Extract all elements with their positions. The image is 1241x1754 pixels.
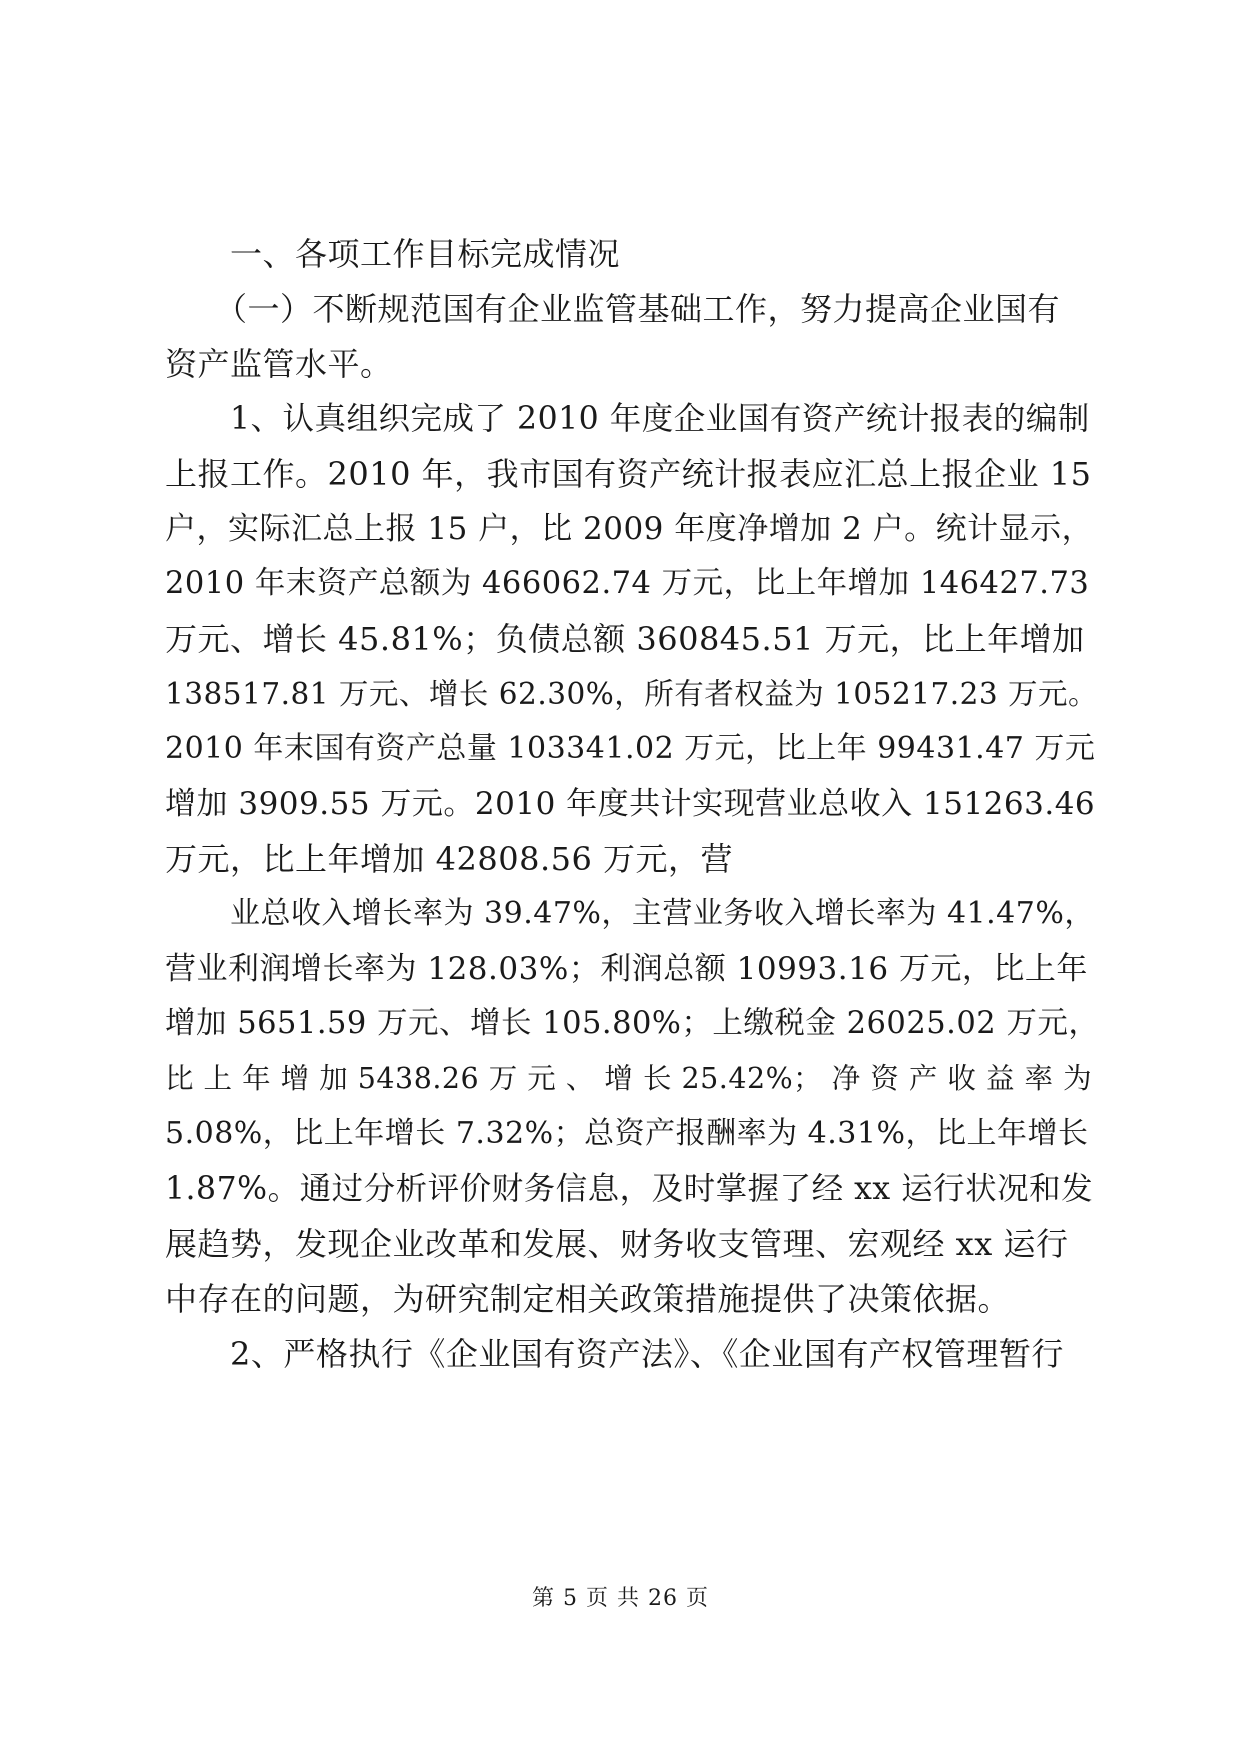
paragraph-2-line-7: 展趋势，发现企业改革和发展、财务收支管理、宏观经 xx 运行	[165, 1225, 1069, 1263]
paragraph-2-line-6: 1.87%。通过分析评价财务信息，及时掌握了经 xx 运行状况和发	[165, 1171, 1094, 1207]
paragraph-2-line-3: 增加 5651.59 万元、增长 105.80%；上缴税金 26025.02 万元，	[165, 1006, 1100, 1041]
paragraph-2-line-8: 中存在的问题，为研究制定相关政策措施提供了决策依据。	[165, 1280, 1011, 1318]
paragraph-2-line-4: 比 上 年 增 加 5438.26 万 元 、 增 长 25.42%； 净 资 产 收 益 率 为	[165, 1062, 1093, 1095]
section-heading: 一、各项工作目标完成情况	[230, 235, 621, 273]
paragraph-2-line-1: 业总收入增长率为 39.47%，主营业务收入增长率为 41.47%，	[230, 896, 1095, 931]
paragraph-1-line-1: 1、认真组织完成了 2010 年度企业国有资产统计报表的编制	[230, 401, 1090, 437]
subsection-heading-line-2: 资产监管水平。	[165, 345, 393, 383]
paragraph-1-line-2: 上报工作。2010 年，我市国有资产统计报表应汇总上报企业 15	[165, 455, 1092, 493]
paragraph-1-line-8: 增加 3909.55 万元。2010 年度共计实现营业总收入 151263.46	[165, 786, 1096, 822]
paragraph-2-line-5: 5.08%，比上年增长 7.32%；总资产报酬率为 4.31%，比上年增长	[165, 1116, 1089, 1151]
paragraph-1-line-4: 2010 年末资产总额为 466062.74 万元，比上年增加 146427.73	[165, 566, 1090, 601]
subsection-heading-line-1: （一）不断规范国有企业监管基础工作，努力提高企业国有	[215, 290, 1061, 328]
paragraph-1-line-9: 万元，比上年增加 42808.56 万元，营	[165, 840, 734, 878]
paragraph-3-line-1: 2、严格执行《企业国有资产法》、《企业国有产权管理暂行	[230, 1335, 1064, 1373]
page-footer: 第 5 页 共 26 页	[532, 1586, 709, 1611]
paragraph-1-line-3: 户，实际汇总上报 15 户，比 2009 年度净增加 2 户。统计显示，	[165, 511, 1094, 547]
paragraph-1-line-5: 万元、增长 45.81%；负债总额 360845.51 万元，比上年增加	[165, 620, 1085, 658]
paragraph-2-line-2: 营业利润增长率为 128.03%；利润总额 10993.16 万元，比上年	[165, 951, 1088, 987]
paragraph-1-line-7: 2010 年末国有资产总量 103341.02 万元，比上年 99431.47 万元	[165, 731, 1096, 766]
paragraph-1-line-6: 138517.81 万元、增长 62.30%，所有者权益为 105217.23 万元。	[165, 677, 1099, 711]
